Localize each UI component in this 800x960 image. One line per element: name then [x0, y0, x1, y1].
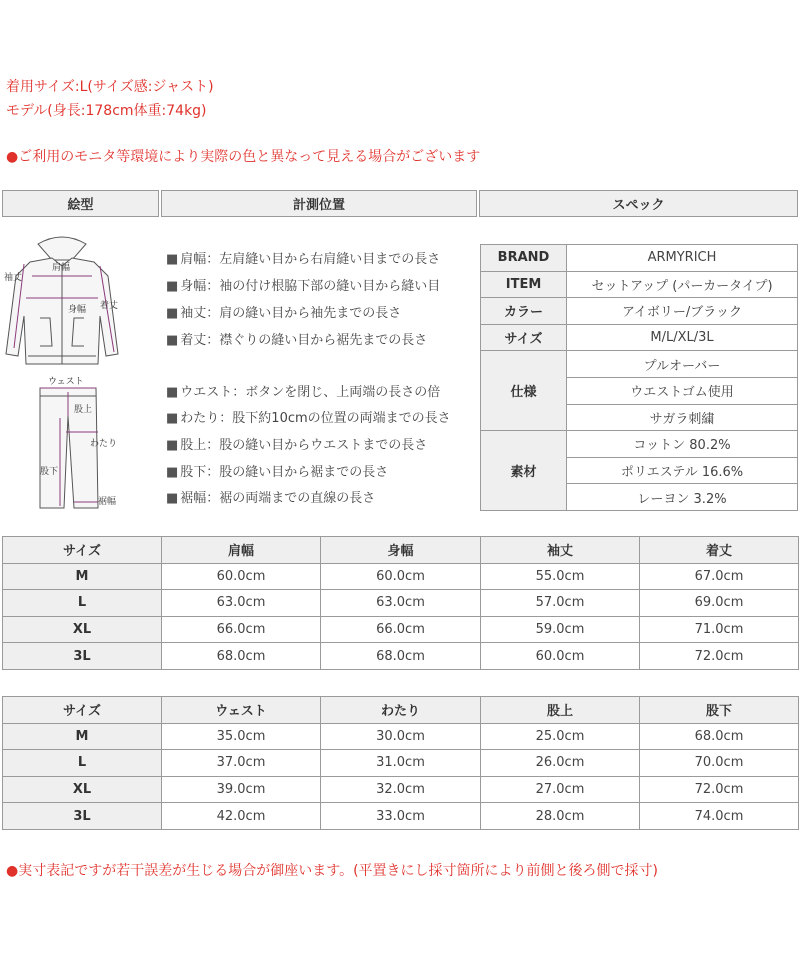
value-cell: 32.0cm: [321, 776, 481, 803]
value-cell: 66.0cm: [162, 616, 321, 643]
label-shoulder: 肩幅: [52, 263, 71, 273]
value-cell: 59.0cm: [481, 616, 640, 643]
measure-item: ■ 着丈：襟ぐりの縫い目から裾先までの長さ: [166, 333, 428, 348]
spec-value-detail: ウエストゴム使用: [567, 377, 798, 404]
measure-item: ■ わたり：股下約10cmの位置の両端までの長さ: [166, 411, 451, 426]
value-cell: 72.0cm: [640, 643, 799, 670]
spec-value-material: コットン 80.2%: [567, 431, 798, 458]
value-cell: 25.0cm: [481, 723, 640, 750]
size-cell: 3L: [3, 643, 162, 670]
value-cell: 74.0cm: [640, 803, 799, 830]
spec-row-color: [481, 298, 798, 325]
spec-table: [480, 244, 798, 511]
measure-item: ■ 裾幅：裾の両端までの直線の長さ: [166, 491, 376, 506]
table-row: [3, 750, 799, 777]
table-row: [3, 776, 799, 803]
value-cell: 71.0cm: [640, 616, 799, 643]
value-cell: 30.0cm: [321, 723, 481, 750]
color-disclaimer: ●ご利用のモニタ等環境により実際の色と異なって見える場合がございます: [6, 149, 481, 165]
spec-row-brand: [481, 245, 798, 272]
spec-value-material: ポリエステル 16.6%: [567, 457, 798, 484]
measure-item: ■ 袖丈：肩の縫い目から袖先までの長さ: [166, 306, 402, 321]
spec-key-size: サイズ: [481, 324, 567, 351]
spec-key-item: ITEM: [481, 271, 567, 298]
value-cell: 35.0cm: [162, 723, 321, 750]
model-note: モデル(身長:178cm体重:74kg): [6, 103, 207, 119]
value-cell: 57.0cm: [481, 590, 640, 617]
size-cell: 3L: [3, 803, 162, 830]
size-cell: L: [3, 750, 162, 777]
value-cell: 42.0cm: [162, 803, 321, 830]
value-cell: 68.0cm: [321, 643, 481, 670]
value-cell: 63.0cm: [321, 590, 481, 617]
value-cell: 72.0cm: [640, 776, 799, 803]
table-row: [3, 616, 799, 643]
value-cell: 27.0cm: [481, 776, 640, 803]
table-row: [3, 590, 799, 617]
size-cell: M: [3, 723, 162, 750]
value-cell: 68.0cm: [162, 643, 321, 670]
value-cell: 55.0cm: [481, 563, 640, 590]
value-cell: 60.0cm: [321, 563, 481, 590]
spec-key-detail: 仕様: [481, 351, 567, 431]
table-header-row: [3, 697, 799, 724]
value-cell: 67.0cm: [640, 563, 799, 590]
label-thigh: わたり: [90, 439, 118, 449]
column-header: 肩幅: [162, 537, 321, 564]
label-sleeve: 袖丈: [4, 273, 23, 283]
value-cell: 33.0cm: [321, 803, 481, 830]
spec-value-size: M/L/XL/3L: [567, 324, 798, 351]
header-spec: スペック: [479, 190, 798, 217]
spec-key-brand: BRAND: [481, 245, 567, 272]
size-cell: L: [3, 590, 162, 617]
value-cell: 31.0cm: [321, 750, 481, 777]
value-cell: 60.0cm: [162, 563, 321, 590]
spec-row-material: [481, 431, 798, 458]
column-header: わたり: [321, 697, 481, 724]
measurement-disclaimer: ●実寸表記ですが若干誤差が生じる場合が御座います。(平置きにし採寸箇所により前側と後ろ側で採寸): [6, 863, 659, 879]
column-header: 袖丈: [481, 537, 640, 564]
spec-value-brand: ARMYRICH: [567, 245, 798, 272]
measure-item: ■ 肩幅：左肩縫い目から右肩縫い目までの長さ: [166, 252, 441, 267]
spec-row-detail: [481, 351, 798, 378]
size-cell: XL: [3, 776, 162, 803]
label-length: 着丈: [100, 301, 119, 311]
value-cell: 39.0cm: [162, 776, 321, 803]
value-cell: 26.0cm: [481, 750, 640, 777]
value-cell: 66.0cm: [321, 616, 481, 643]
column-header: 着丈: [640, 537, 799, 564]
value-cell: 69.0cm: [640, 590, 799, 617]
column-header: サイズ: [3, 537, 162, 564]
label-hem: 裾幅: [98, 497, 117, 507]
spec-value-material: レーヨン 3.2%: [567, 484, 798, 511]
measure-item: ■ 股上：股の縫い目からウエストまでの長さ: [166, 438, 428, 453]
spec-row-size: [481, 324, 798, 351]
column-header: 身幅: [321, 537, 481, 564]
value-cell: 37.0cm: [162, 750, 321, 777]
table-row: [3, 723, 799, 750]
size-cell: XL: [3, 616, 162, 643]
spec-value-color: アイボリー/ブラック: [567, 298, 798, 325]
spec-row-item: [481, 271, 798, 298]
label-body: 身幅: [68, 305, 87, 315]
garment-illustration: [0, 236, 130, 516]
value-cell: 28.0cm: [481, 803, 640, 830]
size-cell: M: [3, 563, 162, 590]
value-cell: 63.0cm: [162, 590, 321, 617]
table-row: [3, 563, 799, 590]
spec-section-header: [2, 190, 798, 217]
label-waist: ウェスト: [48, 377, 84, 387]
header-illustration: 絵型: [2, 190, 159, 217]
column-header: 股下: [640, 697, 799, 724]
value-cell: 60.0cm: [481, 643, 640, 670]
spec-value-detail: サガラ刺繍: [567, 404, 798, 431]
column-header: ウェスト: [162, 697, 321, 724]
measure-item: ■ ウエスト：ボタンを閉じ、上両端の長さの倍: [166, 385, 441, 400]
spec-key-material: 素材: [481, 431, 567, 511]
top-size-table: [2, 536, 799, 670]
wear-size-note: 着用サイズ:L(サイズ感:ジャスト): [6, 79, 214, 95]
value-cell: 68.0cm: [640, 723, 799, 750]
measure-item: ■ 股下：股の縫い目から裾までの長さ: [166, 465, 389, 480]
bottom-size-table: [2, 696, 799, 830]
header-measure-position: 計測位置: [161, 190, 477, 217]
column-header: サイズ: [3, 697, 162, 724]
spec-value-item: セットアップ (パーカータイプ): [567, 271, 798, 298]
table-row: [3, 643, 799, 670]
label-rise: 股上: [74, 405, 93, 415]
value-cell: 70.0cm: [640, 750, 799, 777]
spec-key-color: カラー: [481, 298, 567, 325]
measure-item: ■ 身幅：袖の付け根脇下部の縫い目から縫い目: [166, 279, 441, 294]
column-header: 股上: [481, 697, 640, 724]
table-header-row: [3, 537, 799, 564]
table-row: [3, 803, 799, 830]
spec-value-detail: プルオーバー: [567, 351, 798, 378]
label-inseam: 股下: [40, 467, 59, 477]
